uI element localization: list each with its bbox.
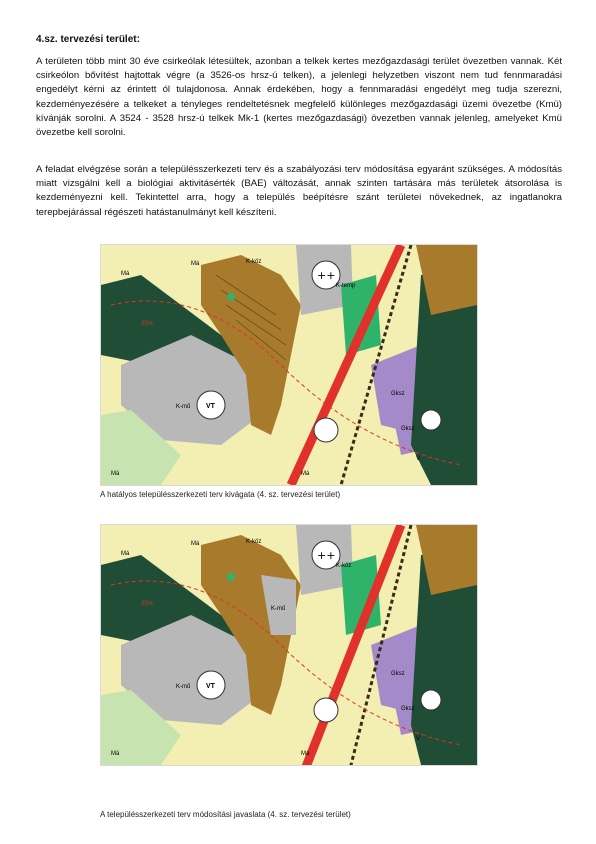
v-symbol <box>314 698 338 722</box>
label-v: V <box>416 736 421 742</box>
map-proposed-plan <box>100 524 478 766</box>
label-elevation: 25m <box>141 321 153 327</box>
v-symbol-2 <box>421 690 441 710</box>
v-symbol-2 <box>421 410 441 430</box>
label-k-mu-2: K-mű <box>271 606 286 612</box>
label-vt: VT <box>206 403 215 410</box>
caption-current-plan: A hatályos településszerkezeti terv kivágata (4. sz. tervezési terület) <box>100 490 341 499</box>
label-ma-2: Má <box>191 261 200 267</box>
label-gksz-2: Gksz <box>401 706 415 712</box>
map-current-plan <box>100 244 478 486</box>
map-current-plan-svg <box>101 245 477 485</box>
label-ma-3: Má <box>111 751 120 757</box>
v-symbol <box>314 418 338 442</box>
label-k-temp: K-köz <box>336 563 352 569</box>
green-dot <box>227 293 235 301</box>
label-ma-2: Má <box>191 541 200 547</box>
label-gksz-1: Gksz <box>391 391 405 397</box>
svg-text:++: ++ <box>317 269 336 282</box>
label-k-mu: K-mű <box>176 404 191 410</box>
caption-proposed-plan: A településszerkezeti terv módosítási javaslata (4. sz. tervezési terület) <box>100 810 351 819</box>
paragraph-task: A feladat elvégzése során a településszerkezeti terv és a szabályozási terv módosítása egyaránt szükséges. A módosítás miatt vizsgálni kell a biológiai aktivitásérték (BAE) változását, annak szinten tartására más területek átsorolása is kezdeményezni kell. Tekintettel arra, hogy a település beépítésre szánt területei növekednek, az ingatlanokra terepbejárással régészeti hatástanulmányt kell készíteni. <box>36 164 562 218</box>
svg-text:++: ++ <box>317 549 336 562</box>
label-ma-4: Má <box>301 471 310 477</box>
label-k-koz: K-köz <box>246 259 262 265</box>
label-ma-1: Má <box>121 551 130 557</box>
label-elevation: 25m <box>141 601 153 607</box>
label-ma-3: Má <box>111 471 120 477</box>
label-v: V <box>416 456 421 462</box>
paragraph-situation: A területen több mint 30 éve csirkeólak létesültek, azonban a telkek kertes mezőgazdasági terület övezetben vannak. Két csirkeólon bővítést hajtottak végre (a 3526-os hrsz-ú telken), a jelenlegi helyzetben viszont nem tud fennmaradási engedélyt kérni az érintett ól tulajdonosa. Annak érdekében, hogy a fennmaradási engedélyt meg tudja szerezni, kezdeményezésére a telkeket a tényleges rendeltetésnek megfelelő különleges mezőgazdasági üzemi övezetbe (Kmü) kívánják sorolni. A 3524 - 3528 hrsz-ú telkek Mk-1 (kertes mezőgazdasági) övezetben vannak jelenleg, amelyeket Kmü övezetbe kell sorolni. <box>36 56 562 139</box>
label-k-temp: K-temp <box>336 283 356 289</box>
green-dot <box>227 573 235 581</box>
label-vt: VT <box>206 683 215 690</box>
section-heading: 4.sz. tervezési terület: <box>36 34 140 45</box>
label-k-mu: K-mű <box>176 684 191 690</box>
label-gksz-1: Gksz <box>391 671 405 677</box>
label-ma-4: Má <box>301 751 310 757</box>
label-ma-1: Má <box>121 271 130 277</box>
map-proposed-plan-svg <box>101 525 477 766</box>
label-k-koz: K-köz <box>246 539 262 545</box>
label-gksz-2: Gksz <box>401 426 415 432</box>
